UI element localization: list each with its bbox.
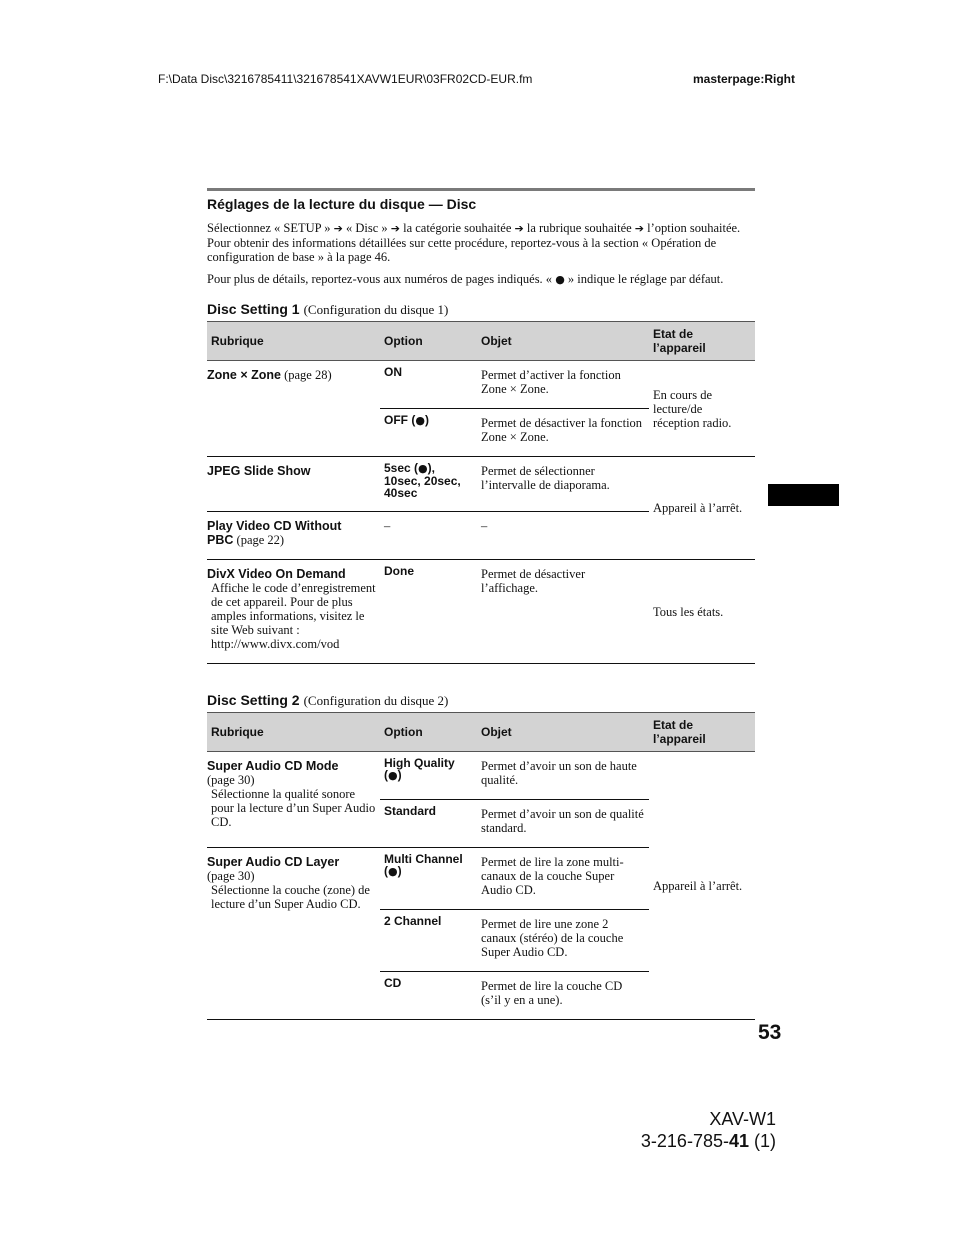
option-jpeg: 5sec (●), 10sec, 20sec, 40sec — [380, 457, 477, 512]
table2-title: Disc Setting 2 (Configuration du disque 2) — [207, 692, 449, 708]
item-jpeg: JPEG Slide Show — [207, 457, 380, 512]
state-divx: Tous les états. — [649, 560, 755, 664]
option-multi-channel: Multi Channel (●) — [380, 848, 477, 910]
table-row — [207, 752, 755, 800]
col-rubrique: Rubrique — [207, 322, 380, 361]
col-option: Option — [380, 713, 477, 752]
default-dot-icon: ● — [388, 865, 398, 878]
default-dot-icon: ● — [388, 769, 398, 782]
option-cd: CD — [380, 972, 477, 1020]
objet-on: Permet d’activer la fonction Zone × Zone. — [477, 361, 649, 409]
objet-pbc: – — [477, 512, 649, 560]
default-dot-icon: ● — [555, 273, 565, 286]
arrow-icon: ➔ — [390, 222, 400, 235]
default-dot-icon: ● — [418, 462, 428, 475]
model-code: XAV-W1 3-216-785-41 (1) — [640, 1109, 776, 1151]
col-option: Option — [380, 322, 477, 361]
file-path: F:\Data Disc\3216785411\321678541XAVW1EUR\03FR02CD-EUR.fm — [158, 72, 533, 86]
arrow-icon: ➔ — [514, 222, 524, 235]
table-header-row — [207, 713, 755, 752]
objet-jpeg: Permet de sélectionner l’intervalle de diaporama. — [477, 457, 649, 512]
intro-paragraph: Sélectionnez « SETUP » ➔ « Disc » ➔ la catégorie souhaitée ➔ la rubrique souhaitée ➔ l’option souhaitée. Pour obtenir des informations détaillées sur cette procédure, reportez-vous à la section « Opération de configuration de base » à la page 46. — [207, 221, 741, 264]
item-sacd-layer: Super Audio CD Layer (page 30) Sélectionne la couche (zone) de lecture d’un Super Audio CD. — [207, 848, 380, 1020]
objet-high-quality: Permet d’avoir un son de haute qualité. — [477, 752, 649, 800]
col-rubrique: Rubrique — [207, 713, 380, 752]
state-jpeg-pbc: Appareil à l’arrêt. — [649, 457, 755, 560]
item-zone: Zone × Zone (page 28) — [207, 361, 380, 457]
state-sacd: Appareil à l’arrêt. — [649, 752, 755, 1020]
item-divx: DivX Video On Demand Affiche le code d’enregistrement de cet appareil. Pour de plus amples informations, visitez le site Web suivant : http://www.divx.com/vod — [207, 560, 380, 664]
option-pbc: – — [380, 512, 477, 560]
col-etat: Etat de l’appareil — [649, 322, 755, 361]
option-done: Done — [380, 560, 477, 664]
option-high-quality: High Quality (●) — [380, 752, 477, 800]
section-title: Réglages de la lecture du disque — Disc — [207, 196, 477, 212]
default-dot-icon: ● — [415, 414, 425, 427]
table-row — [207, 361, 755, 409]
section-rule — [207, 188, 755, 191]
table1-title: Disc Setting 1 (Configuration du disque 1) — [207, 301, 449, 317]
objet-done: Permet de désactiver l’affichage. — [477, 560, 649, 664]
item-sacd-mode: Super Audio CD Mode (page 30) Sélectionne la qualité sonore pour la lecture d’un Super Audio CD. — [207, 759, 376, 829]
objet-standard: Permet d’avoir un son de qualité standard. — [477, 800, 649, 848]
chapter-tab-marker — [768, 484, 839, 506]
objet-off: Permet de désactiver la fonction Zone × Zone. — [477, 409, 649, 457]
disc-setting-1-table — [207, 321, 755, 664]
col-objet: Objet — [477, 322, 649, 361]
disc-setting-2-table — [207, 712, 755, 1020]
option-off: OFF (●) — [380, 409, 477, 457]
option-2-channel: 2 Channel — [380, 910, 477, 972]
arrow-icon: ➔ — [634, 222, 645, 235]
objet-multi-channel: Permet de lire la zone multi-canaux de la couche Super Audio CD. — [477, 848, 649, 910]
item-pbc: Play Video CD Without PBC (page 22) — [207, 512, 380, 560]
state-zone: En cours de lecture/de réception radio. — [649, 361, 755, 457]
table-row — [207, 560, 755, 664]
option-standard: Standard — [380, 800, 477, 848]
table-header-row — [207, 322, 755, 361]
objet-2-channel: Permet de lire une zone 2 canaux (stéréo) de la couche Super Audio CD. — [477, 910, 649, 972]
default-note: Pour plus de détails, reportez-vous aux numéros de pages indiqués. « ● » indique le réglage par défaut. — [207, 272, 724, 286]
col-etat: Etat de l’appareil — [649, 713, 755, 752]
table-row — [207, 457, 755, 512]
objet-cd: Permet de lire la couche CD (s’il y en a une). — [477, 972, 649, 1020]
arrow-icon: ➔ — [333, 222, 343, 235]
col-objet: Objet — [477, 713, 649, 752]
page-number: 53 — [758, 1021, 782, 1044]
masterpage-label: masterpage:Right — [692, 72, 795, 86]
option-on: ON — [380, 361, 477, 409]
